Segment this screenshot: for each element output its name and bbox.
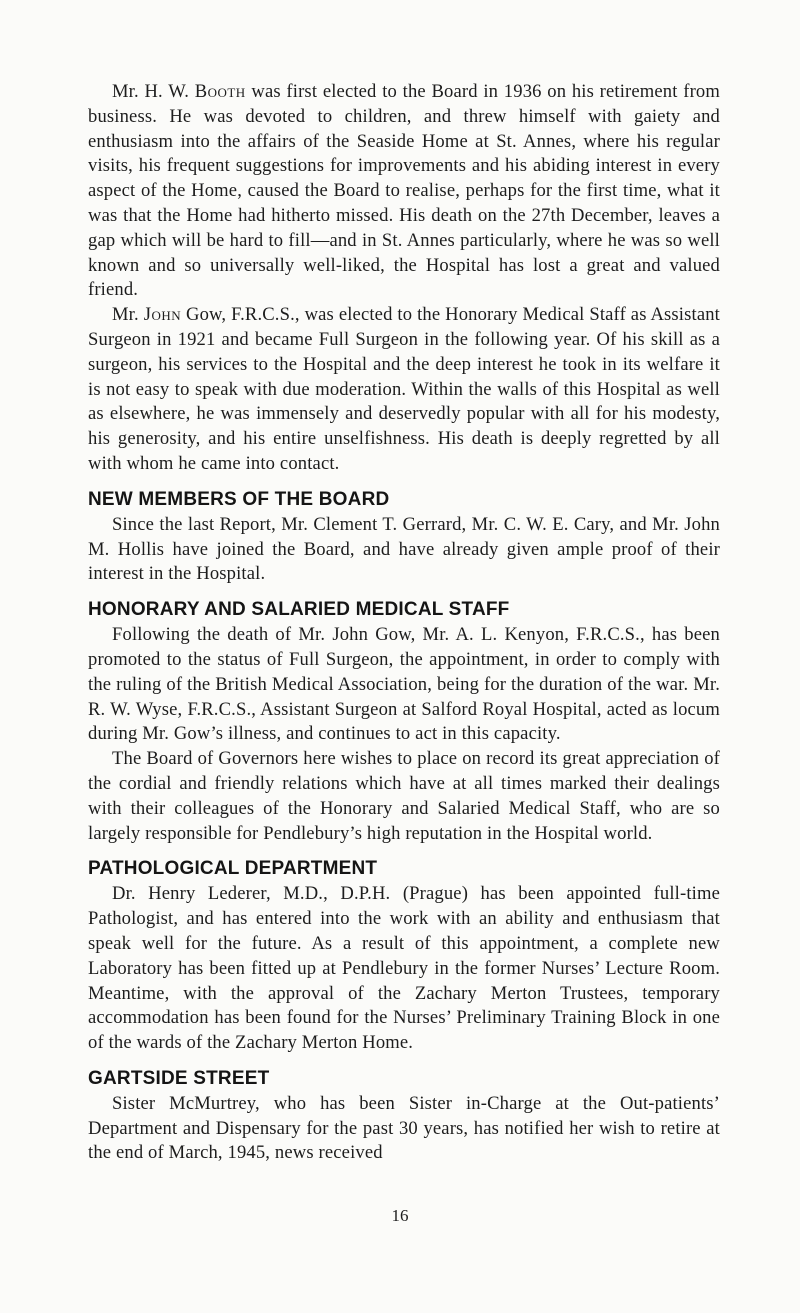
heading-new-members: NEW MEMBERS OF THE BOARD: [88, 488, 390, 510]
paragraph-new-members: Since the last Report, Mr. Clement T. Gerrard, Mr. C. W. E. Cary, and Mr. John M. Hollis have joined the Board, and have already given ample proof of their interest in the Hospital.: [88, 513, 720, 585]
paragraph-medical-staff-1: Following the death of Mr. John Gow, Mr. A. L. Kenyon, F.R.C.S., has been promoted to the status of Full Surgeon, the appointment, in order to comply with the ruling of the British Medical Association, being for the duration of the war. Mr. R. W. Wyse, F.R.C.S., Assistant Surgeon at Salford Royal Hospital, acted as locum during Mr. Gow’s illness, and continues to act in this capacity.: [88, 624, 720, 745]
paragraph-pathological: Dr. Henry Lederer, M.D., D.P.H. (Prague) has been appointed full-time Pathologist, and has entered into the work with an ability and enthusiasm that speak well for the future. As a result of this appointment, a complete new Laboratory has been fitted up at Pendlebury in the former Nurses’ Lecture Room. Meantime, with the approval of the Zachary Merton Trustees, temporary accommodation has been found for the Nurses’ Preliminary Training Block in one of the wards of the Zachary Merton Home.: [88, 883, 720, 1054]
paragraph-medical-staff-2: The Board of Governors here wishes to place on record its great appreciation of the cordial and friendly relations which have at all times marked their dealings with their colleagues of the Honorary and Salaried Medical Staff, who are so largely responsible for Pendlebury’s high reputation in the Hospital world.: [88, 748, 720, 844]
paragraph-gartside: Sister McMurtrey, who has been Sister in-Charge at the Out-patients’ Department and Dispensary for the past 30 years, has notified her wish to retire at the end of March, 1945, news received: [88, 1092, 720, 1164]
surname-smallcaps: Booth: [194, 81, 246, 102]
text: was first elected to the Board in 1936 on his retirement from business. He was devoted to children, and threw himself with gaiety and enthusiasm into the affairs of the Seaside Home at St. Annes, where his regular visits, his frequent suggestions for improvements and his abiding interest in every aspect of the Home, caused the Board to realise, perhaps for the first time, what it was that the Home had hitherto missed. His death on the 27th December, leaves a gap which will be hard to fill—and in St. Annes particularly, where he was so well known and so universally well-liked, the Hospital has lost a great and valued friend.: [88, 81, 720, 301]
heading-medical-staff: HONORARY AND SALARIED MEDICAL STAFF: [88, 599, 510, 621]
text: Mr.: [112, 304, 144, 326]
page-number: 16: [391, 1206, 409, 1225]
heading-pathological: PATHOLOGICAL DEPARTMENT: [88, 858, 378, 880]
text: Mr. H. W.: [112, 81, 195, 102]
text: Gow, F.R.C.S., was elected to the Honorary Medical Staff as Assistant Surgeon in 1921 and became Full Surgeon in the following year. Of his skill as a surgeon, his services to the Hospital and the deep interest he took in its welfare it is not easy to speak with due moderation. Within the walls of this Hospital as well as elsewhere, he was immensely and deservedly popular with all for his modesty, his generosity, and his entire unselfishness. His death is deeply regretted by all with whom he came into contact.: [88, 304, 720, 474]
paragraph-gow: [88, 303, 720, 477]
forename-smallcaps: John: [143, 304, 182, 326]
heading-gartside: GARTSIDE STREET: [88, 1067, 270, 1089]
paragraph-booth: [88, 80, 720, 303]
